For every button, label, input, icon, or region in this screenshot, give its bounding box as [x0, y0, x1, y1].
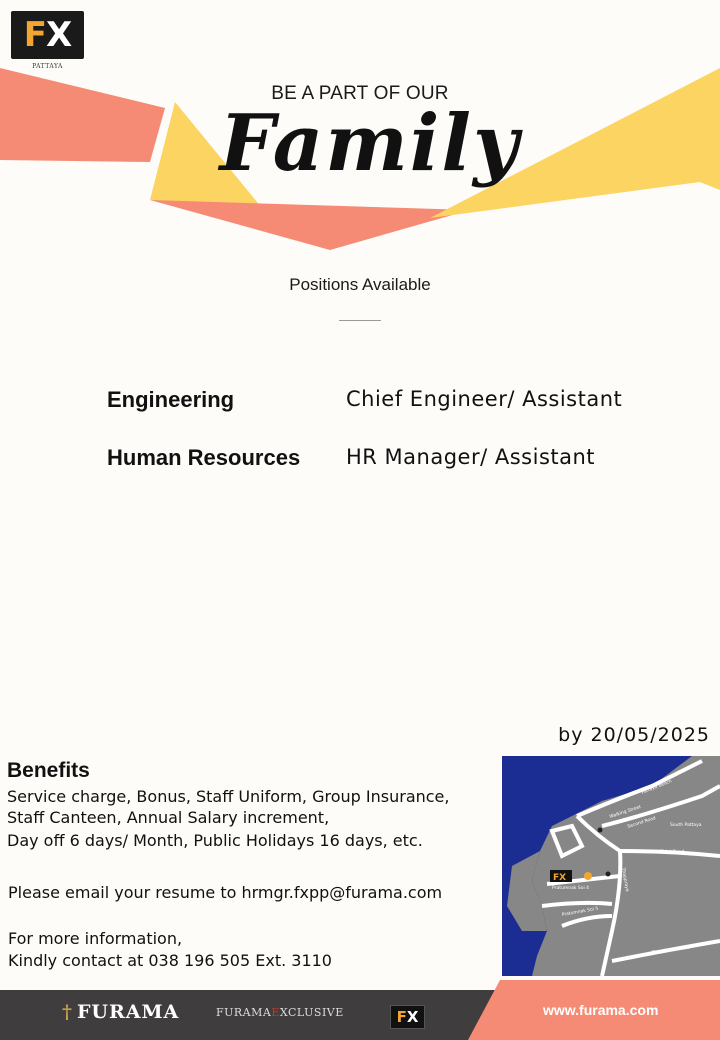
map-label-pattaya-beach: Pattaya Beach — [640, 779, 673, 796]
positions-heading: Positions Available — [289, 275, 431, 294]
fx-logo — [11, 11, 84, 59]
website-link[interactable]: www.furama.com — [543, 1002, 659, 1018]
benefits-title: Benefits — [7, 759, 90, 782]
map-label-second-road: Second Road — [627, 816, 657, 830]
banner-coral-bottom — [150, 200, 470, 250]
benefit-line: Day off 6 days/ Month, Public Holidays 16 days, etc. — [7, 831, 423, 850]
benefit-line: Staff Canteen, Annual Salary increment, — [7, 808, 330, 827]
application-deadline: by 20/05/2025 — [558, 724, 710, 746]
banner-headline: Family — [219, 98, 521, 189]
furama-exclusive-logo: FURAMAEXCLUSIVE — [216, 1006, 344, 1019]
map-label-pratumnak-soi4: Pratumnak Soi 4 — [552, 886, 590, 891]
banner-coral-left — [0, 68, 165, 162]
map-label-south-pattaya: South Pattaya — [670, 823, 702, 828]
banner-tagline: BE A PART OF OUR — [271, 83, 449, 104]
furama-logo: † FURAMA — [62, 1001, 180, 1023]
email-instruction: Please email your resume to hrmgr.fxpp@furama.com — [8, 883, 443, 902]
location-map — [502, 756, 720, 976]
map-label-pratumnak-soi5: Pratumnak Soi 5 — [561, 906, 599, 918]
map-label-walking-street: Walking Street — [609, 804, 642, 820]
department-human-resources: Human Resources — [107, 445, 301, 470]
map-label-third-road: Third Road — [660, 850, 685, 855]
department-engineering: Engineering — [107, 387, 235, 412]
map-fx-marker-label: FX — [553, 873, 567, 883]
info-line: For more information, — [8, 929, 183, 948]
map-location-dot — [584, 872, 592, 880]
map-poi-dot — [606, 872, 611, 877]
fx-footer-logo: F X — [390, 1005, 425, 1029]
map-label-thappraya: Thappraya — [620, 867, 630, 893]
furama-mark-icon: † — [62, 1001, 73, 1023]
map-poi-dot — [598, 828, 603, 833]
fx-logo-mark: FX — [23, 15, 72, 55]
logo-location: PATTAYA — [32, 63, 63, 70]
map-label-thep-prasit: Thep Prasit Road — [651, 945, 690, 956]
role-engineering: Chief Engineer/ Assistant — [346, 387, 623, 411]
role-human-resources: HR Manager/ Assistant — [346, 445, 596, 469]
contact-phone-line: Kindly contact at 038 196 505 Ext. 3110 — [8, 951, 332, 970]
benefit-line: Service charge, Bonus, Staff Uniform, Group Insurance, — [7, 787, 450, 806]
heading-divider — [339, 320, 381, 321]
